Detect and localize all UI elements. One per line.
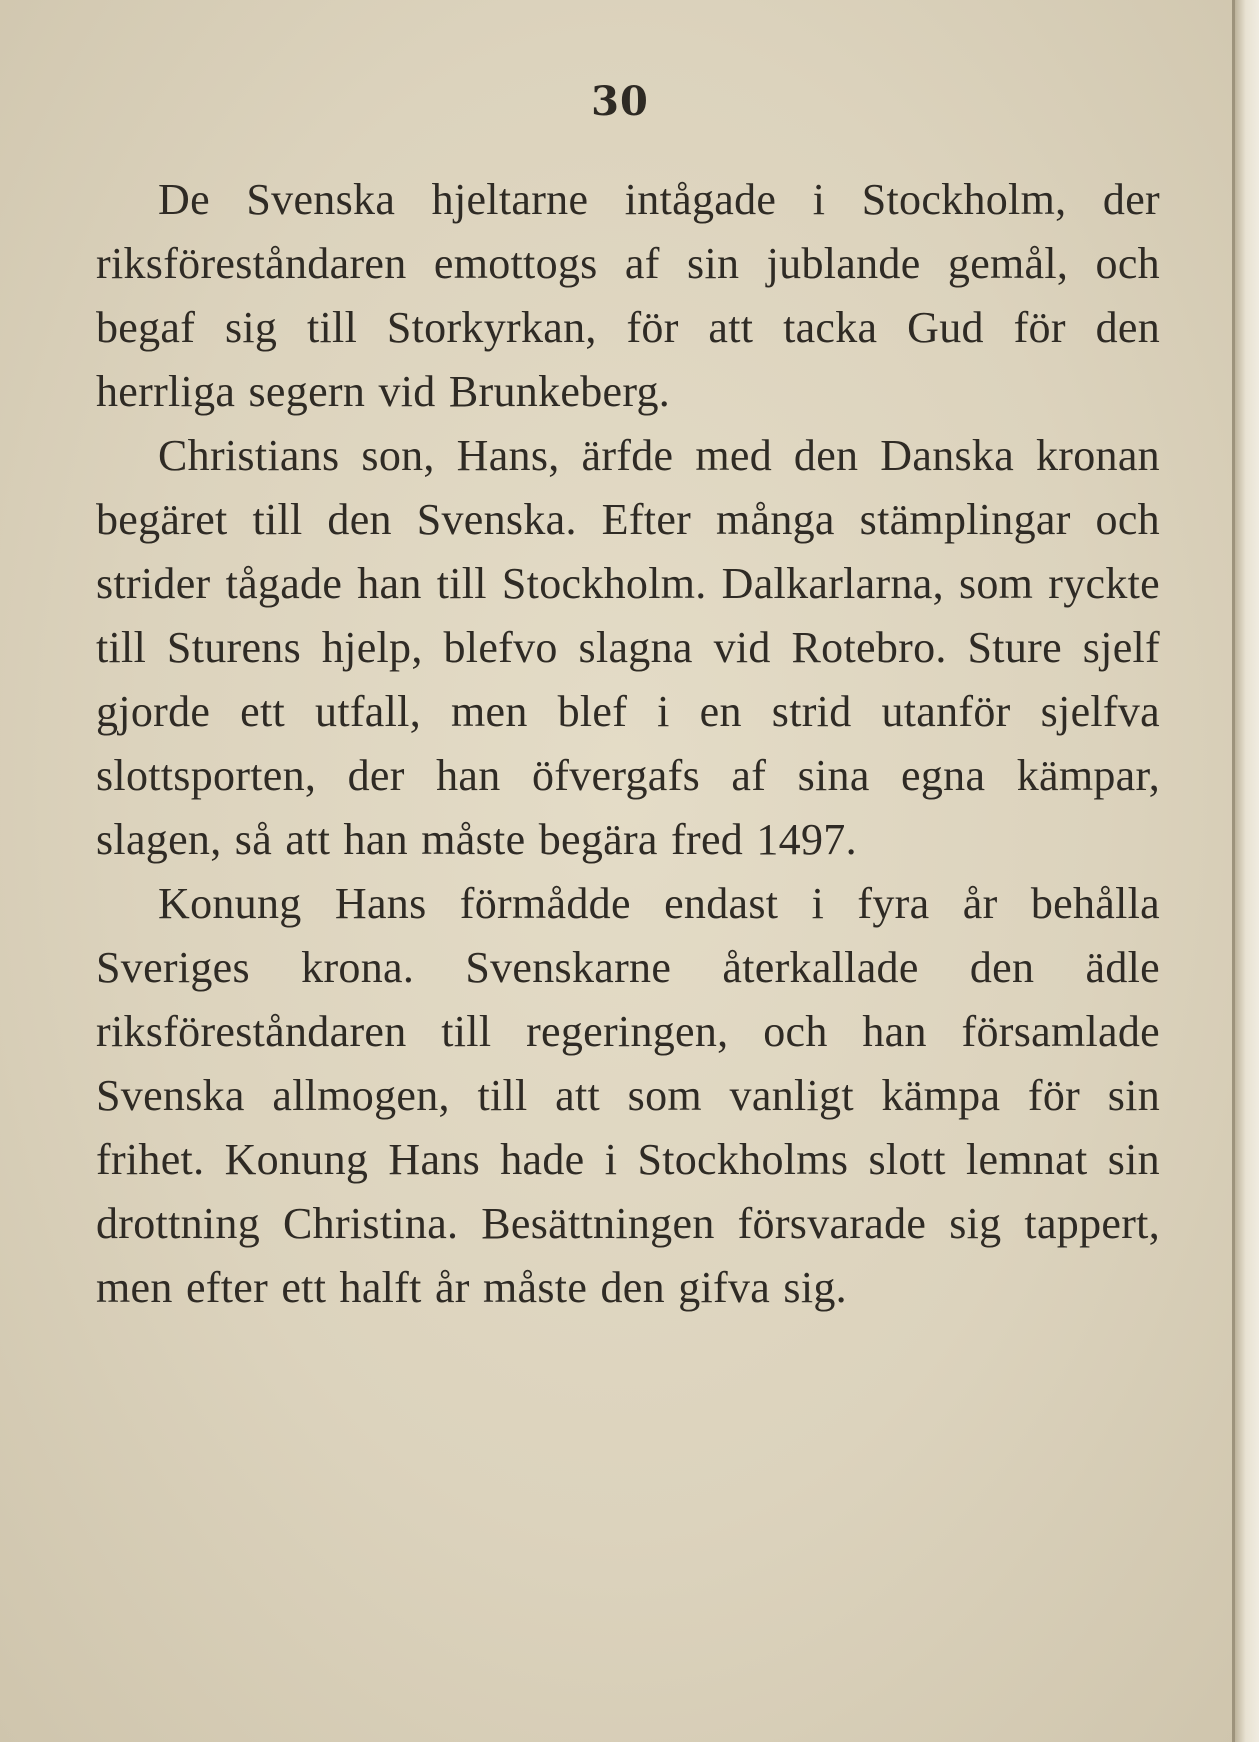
page-edge xyxy=(1232,0,1259,1742)
paragraph-3: Konung Hans förmådde endast i fyra år behålla Sveriges krona. Svenskarne återkallade den ädle riksföreståndaren till regeringen, och han församlade Svenska allmogen, till att som vanligt kämpa för sin frihet. Konung Hans hade i Stockholms slott lemnat sin drottning Christina. Besättningen försvarade sig tappert, men efter ett halft år måste den gifva sig. xyxy=(96,879,1160,1312)
paragraph-2: Christians son, Hans, ärfde med den Danska kronan begäret till den Svenska. Efter många stämplingar och strider tågade han till Stockholm. Dalkarlarna, som ryckte till Sturens hjelp, blefvo slagna vid Rotebro. Sture sjelf gjorde ett utfall, men blef i en strid utanför sjelfva slottsporten, der han öfvergafs af sina egna kämpar, slagen, så att han måste begära fred 1497. xyxy=(96,431,1160,864)
body-text xyxy=(96,168,1160,1320)
paragraph-1: De Svenska hjeltarne intågade i Stockholm, der riksföreståndaren emottogs af sin jublande gemål, och begaf sig till Storkyrkan, för att tacka Gud för den herrliga segern vid Brunkeberg. xyxy=(96,175,1160,416)
page-number: 30 xyxy=(591,78,649,125)
